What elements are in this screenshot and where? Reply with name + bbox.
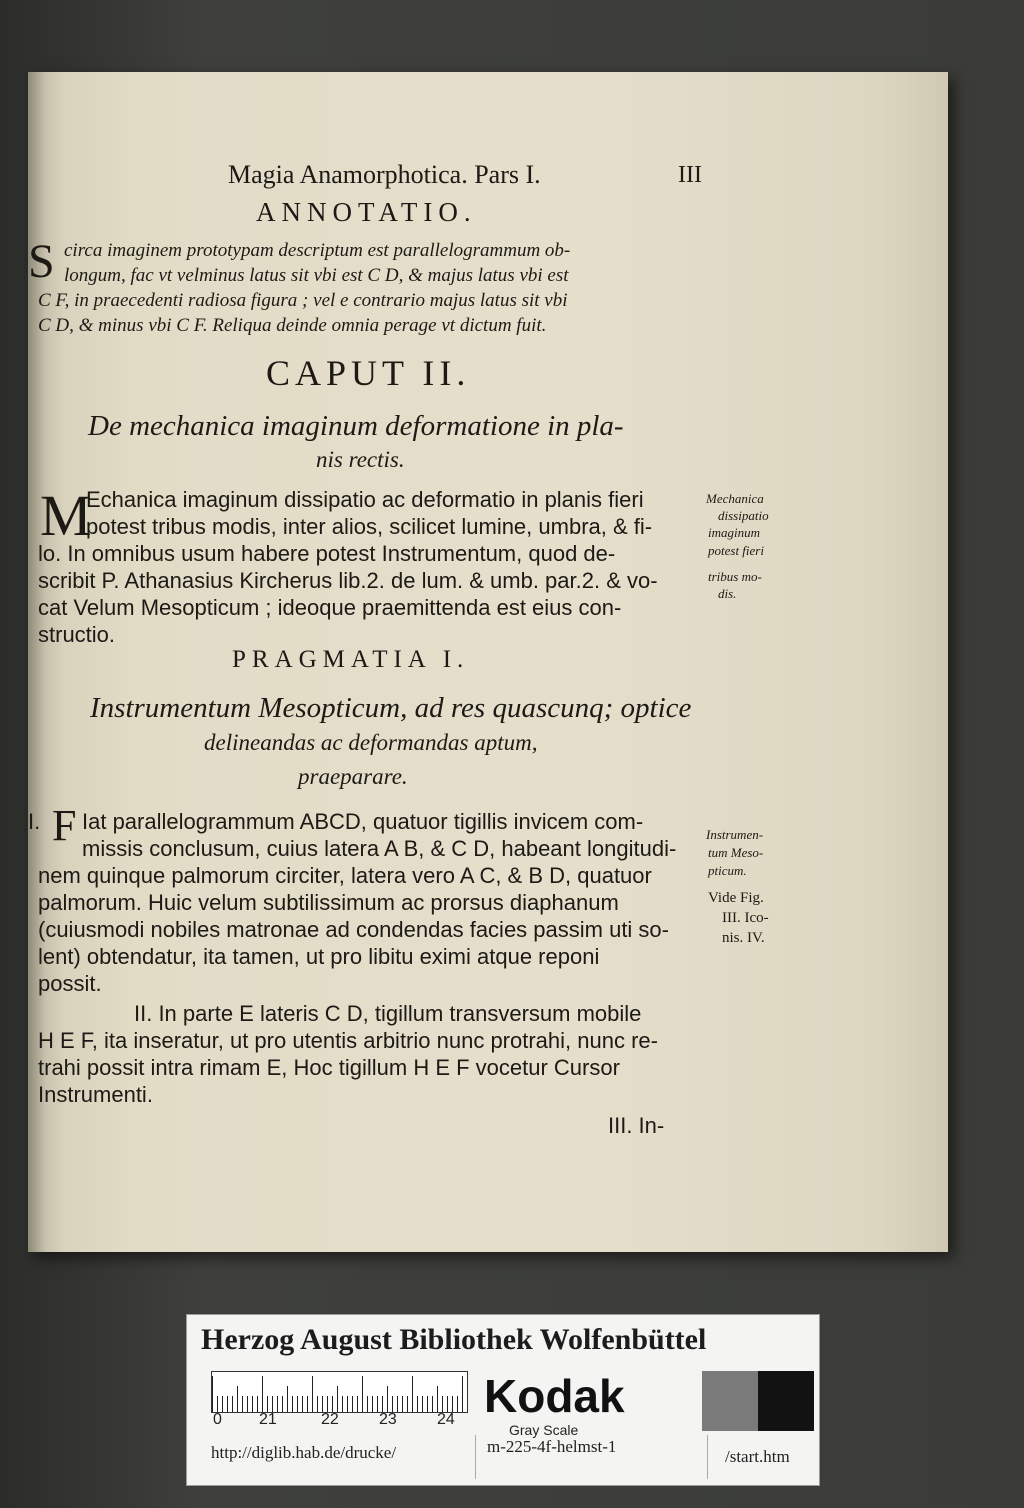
para2-line: Iat parallelogrammum ABCD, quatuor tigillis invicem com-	[82, 809, 644, 834]
ruler-number: 21	[259, 1411, 277, 1428]
pragmatia-subtitle-line: Instrumentum Mesopticum, ad res quascunq; optice	[90, 692, 692, 724]
ruler-tick	[312, 1376, 313, 1412]
para2-line: possit.	[38, 971, 102, 996]
ruler-tick	[457, 1396, 458, 1412]
margin-note: tribus mo-	[708, 569, 762, 584]
library-name: Herzog August Bibliothek Wolfenbüttel	[201, 1323, 707, 1356]
running-head: Magia Anamorphotica. Pars I.	[228, 160, 541, 189]
ruler-tick	[377, 1396, 378, 1412]
ruler-tick	[307, 1396, 308, 1412]
ruler-tick	[402, 1396, 403, 1412]
annotatio-line: C F, in praecedenti radiosa figura ; vel e contrario majus latus sit vbi	[38, 290, 568, 311]
para1-line: scribit P. Athanasius Kircherus lib.2. de lum. & umb. par.2. & vo-	[38, 568, 658, 593]
ruler-tick	[267, 1396, 268, 1412]
chapter-heading: CAPUT II.	[266, 353, 471, 393]
ruler-tick	[232, 1396, 233, 1412]
ruler-tick	[247, 1396, 248, 1412]
pragmatia-subtitle-line: delineandas ac deformandas aptum,	[204, 730, 538, 755]
para2-line: missis conclusum, cuius latera A B, & C D, habeant longitudi-	[82, 836, 677, 861]
ruler-tick	[222, 1396, 223, 1412]
ruler-tick	[407, 1396, 408, 1412]
para3-line: Instrumenti.	[38, 1082, 153, 1107]
para2-number: I.	[28, 809, 41, 834]
margin-note: dis.	[718, 586, 737, 601]
margin-note: Vide Fig.	[708, 890, 764, 906]
para1-line: cat Velum Mesopticum ; ideoque praemittenda est eius con-	[38, 595, 622, 620]
margin-note: Instrumen-	[706, 827, 764, 842]
ruler-tick	[447, 1396, 448, 1412]
ruler-number: 23	[379, 1411, 397, 1428]
ruler-tick	[292, 1396, 293, 1412]
ruler-tick	[322, 1396, 323, 1412]
ruler-tick	[277, 1396, 278, 1412]
ruler-tick	[412, 1376, 413, 1412]
ruler-tick	[262, 1376, 263, 1412]
para3-line: trahi possit intra rimam E, Hoc tigillum H E F vocetur Cursor	[38, 1055, 620, 1080]
ruler-tick	[317, 1396, 318, 1412]
ruler-tick	[432, 1396, 433, 1412]
margin-note: imaginum	[708, 525, 760, 540]
ruler-tick	[462, 1376, 463, 1412]
ruler-tick	[392, 1396, 393, 1412]
margin-note: nis. IV.	[722, 930, 765, 946]
ruler-tick	[282, 1396, 283, 1412]
ruler-tick	[437, 1386, 438, 1412]
ruler-tick	[422, 1396, 423, 1412]
annotatio-line: circa imaginem prototypam descriptum est parallelogrammum ob-	[64, 240, 571, 261]
gray-patch	[702, 1371, 758, 1431]
library-color-label	[186, 1314, 820, 1486]
ruler-tick	[272, 1396, 273, 1412]
ruler-tick	[367, 1396, 368, 1412]
para2-line: palmorum. Huic velum subtilissimum ac prorsus diaphanum	[38, 890, 619, 915]
para2-line: nem quinque palmorum circiter, latera vero A C, & B D, quatuor	[38, 863, 652, 888]
margin-note: pticum.	[708, 863, 747, 878]
para1-line: lo. In omnibus usum habere potest Instrumentum, quod de-	[38, 541, 616, 566]
margin-note: Mechanica	[706, 491, 764, 506]
ruler-tick	[417, 1396, 418, 1412]
ruler-tick	[217, 1396, 218, 1412]
ruler-tick	[302, 1396, 303, 1412]
ruler-tick	[212, 1376, 213, 1412]
book-page	[28, 72, 948, 1252]
ruler-tick	[362, 1376, 363, 1412]
para2-dropcap: F	[52, 801, 77, 850]
ruler-tick	[387, 1386, 388, 1412]
gray-scale-label: Gray Scale	[509, 1422, 579, 1438]
annotatio-dropcap: S	[28, 235, 55, 288]
ruler-tick	[442, 1396, 443, 1412]
ruler-tick	[352, 1396, 353, 1412]
ruler-tick	[347, 1396, 348, 1412]
pragmatia-heading: PRAGMATIA I.	[232, 646, 470, 673]
ruler-tick	[242, 1396, 243, 1412]
catchword: III. In-	[608, 1113, 665, 1138]
margin-note: dissipatio	[718, 508, 769, 523]
ruler-tick	[327, 1396, 328, 1412]
para1-line: Echanica imaginum dissipatio ac deformatio in planis fieri	[86, 487, 644, 512]
para2-line: (cuiusmodi nobiles matronae ad condendas facies passim uti so-	[38, 917, 669, 942]
annotatio-heading: ANNOTATIO.	[256, 197, 477, 227]
ruler-numbers	[211, 1411, 466, 1431]
ruler-tick	[227, 1396, 228, 1412]
ruler-number: 24	[437, 1411, 455, 1428]
margin-note: potest fieri	[708, 543, 764, 558]
divider	[475, 1435, 476, 1479]
kodak-logo: Kodak	[484, 1370, 625, 1422]
para1-dropcap: M	[40, 483, 92, 548]
ruler-tick	[287, 1386, 288, 1412]
black-patch	[758, 1371, 814, 1431]
pragmatia-subtitle-line: praeparare.	[298, 764, 408, 789]
shelfmark: m-225-4f-helmst-1	[487, 1437, 617, 1456]
ruler-number: 0	[213, 1411, 222, 1428]
ruler-scale	[211, 1371, 468, 1413]
para3-line: H E F, ita inseratur, ut pro utentis arbitrio nunc protrahi, nunc re-	[38, 1028, 658, 1053]
margin-note: tum Meso-	[708, 845, 764, 860]
annotatio-line: C D, & minus vbi C F. Reliqua deinde omnia perage vt dictum fuit.	[38, 315, 547, 336]
ruler-tick	[257, 1396, 258, 1412]
annotatio-line: longum, fac vt velminus latus sit vbi est C D, & majus latus vbi est	[64, 265, 569, 286]
source-url: http://diglib.hab.de/drucke/	[211, 1443, 397, 1462]
ruler-tick	[337, 1386, 338, 1412]
start-page: /start.htm	[725, 1447, 790, 1466]
chapter-subtitle-line: nis rectis.	[316, 447, 405, 472]
para1-line: potest tribus modis, inter alios, scilicet lumine, umbra, & fi-	[86, 514, 653, 539]
ruler-tick	[252, 1396, 253, 1412]
margin-note: III. Ico-	[722, 910, 769, 926]
ruler-tick	[372, 1396, 373, 1412]
para1-line: structio.	[38, 622, 116, 647]
ruler-tick	[382, 1396, 383, 1412]
para2-line: lent) obtendatur, ita tamen, ut pro libitu eximi atque reponi	[38, 944, 600, 969]
ruler-number: 22	[321, 1411, 339, 1428]
ruler-tick	[452, 1396, 453, 1412]
chapter-subtitle-line: De mechanica imaginum deformatione in pla-	[88, 410, 624, 442]
page-number: III	[678, 162, 702, 188]
ruler-tick	[427, 1396, 428, 1412]
para3-line: II. In parte E lateris C D, tigillum transversum mobile	[134, 1001, 642, 1026]
ruler-tick	[357, 1396, 358, 1412]
ruler-tick	[297, 1396, 298, 1412]
ruler-tick	[342, 1396, 343, 1412]
ruler-tick	[237, 1386, 238, 1412]
ruler-tick	[332, 1396, 333, 1412]
ruler-tick	[397, 1396, 398, 1412]
divider	[707, 1435, 708, 1479]
